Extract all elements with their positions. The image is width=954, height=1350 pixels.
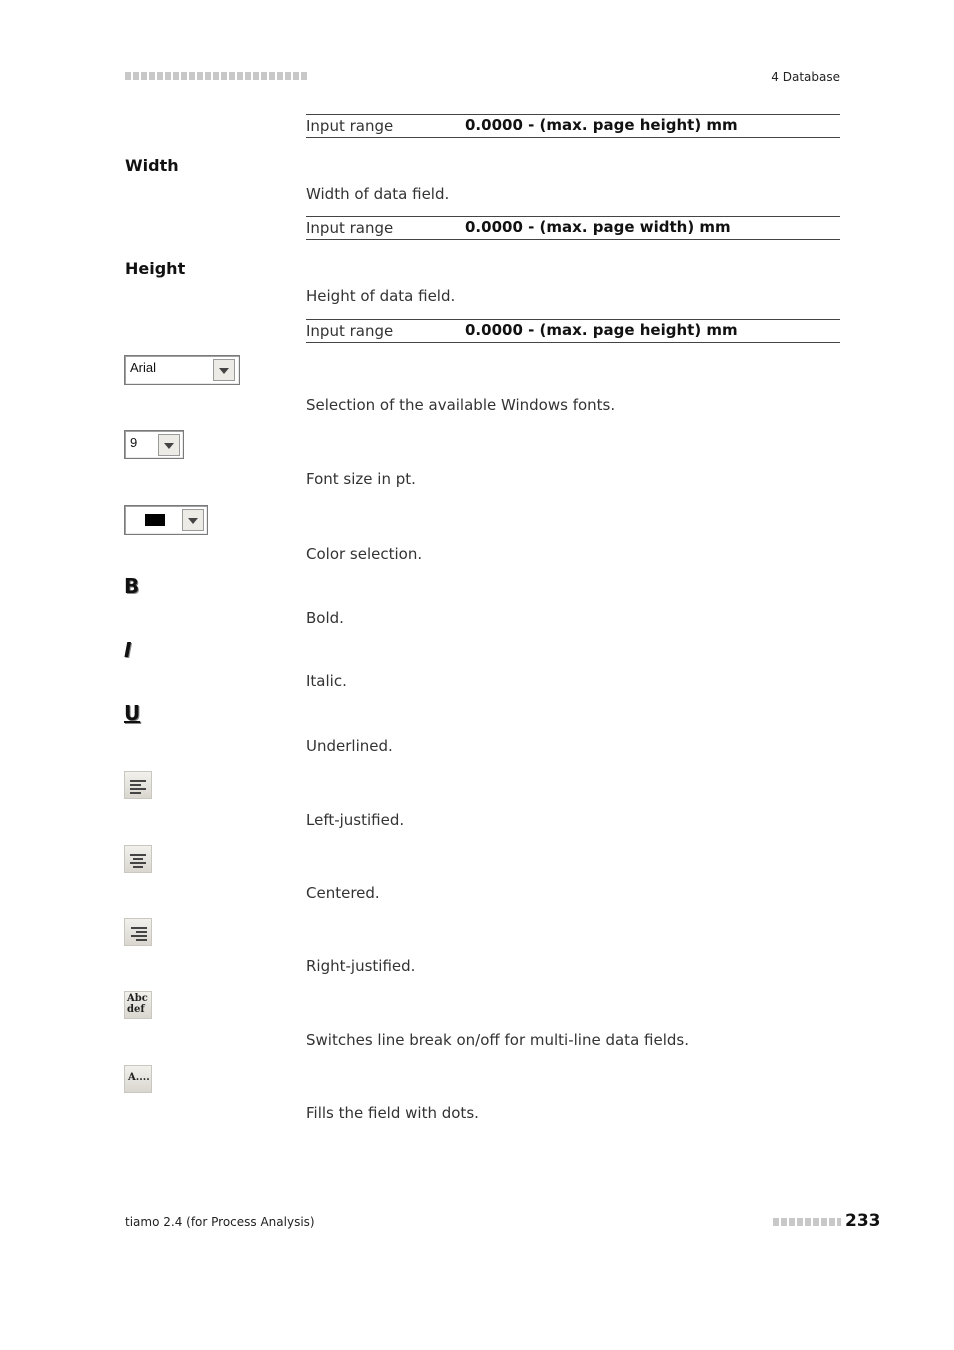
italic-description: Italic. (306, 672, 347, 690)
width-description: Width of data field. (306, 185, 450, 203)
align-right-icon[interactable] (124, 918, 152, 946)
width-input-range-table (306, 216, 840, 240)
underline-description: Underlined. (306, 737, 393, 755)
line-break-icon-text: Abc (127, 993, 148, 1004)
color-dropdown[interactable] (124, 505, 208, 535)
align-center-icon[interactable] (124, 845, 152, 873)
align-left-description: Left-justified. (306, 811, 405, 829)
align-right-description: Right-justified. (306, 957, 416, 975)
font-family-description: Selection of the available Windows fonts. (306, 396, 616, 414)
footer-product: tiamo 2.4 (for Process Analysis) (125, 1215, 315, 1229)
align-center-description: Centered. (306, 884, 380, 902)
width-heading: Width (125, 156, 179, 175)
line-break-icon-text: def (127, 1004, 145, 1015)
input-range-label: Input range (306, 117, 394, 135)
bold-icon[interactable]: B (124, 574, 140, 598)
line-break-description: Switches line break on/off for multi-line data fields. (306, 1031, 689, 1049)
footer-decoration (773, 1218, 841, 1226)
bold-description: Bold. (306, 609, 344, 627)
page-number: 233 (845, 1211, 881, 1231)
input-range-value: 0.0000 - (max. page height) mm (465, 321, 738, 339)
height-input-range-table (306, 319, 840, 343)
height-heading: Height (125, 259, 186, 278)
italic-icon[interactable]: I (124, 638, 132, 662)
line-break-icon[interactable] (124, 991, 152, 1019)
font-size-description: Font size in pt. (306, 470, 416, 488)
input-range-label: Input range (306, 322, 394, 340)
input-range-value: 0.0000 - (max. page width) mm (465, 218, 731, 236)
input-range-table (306, 114, 840, 138)
color-swatch (145, 514, 165, 526)
fill-dots-description: Fills the field with dots. (306, 1104, 479, 1122)
font-family-dropdown[interactable] (124, 355, 240, 385)
input-range-label: Input range (306, 219, 394, 237)
input-range-value: 0.0000 - (max. page height) mm (465, 116, 738, 134)
chevron-down-icon[interactable] (182, 509, 204, 531)
font-size-dropdown[interactable] (124, 430, 184, 459)
chapter-title: 4 Database (771, 70, 840, 84)
fill-dots-icon-text: A.... (128, 1072, 150, 1083)
chevron-down-icon[interactable] (158, 434, 180, 456)
color-description: Color selection. (306, 545, 423, 563)
align-left-icon[interactable] (124, 771, 152, 799)
fill-dots-icon[interactable] (124, 1065, 152, 1093)
font-family-value: Arial (130, 360, 157, 375)
header-decoration (125, 72, 307, 80)
chevron-down-icon[interactable] (213, 359, 235, 381)
font-size-value: 9 (130, 435, 138, 450)
height-description: Height of data field. (306, 287, 456, 305)
underline-icon[interactable]: U (124, 701, 141, 725)
